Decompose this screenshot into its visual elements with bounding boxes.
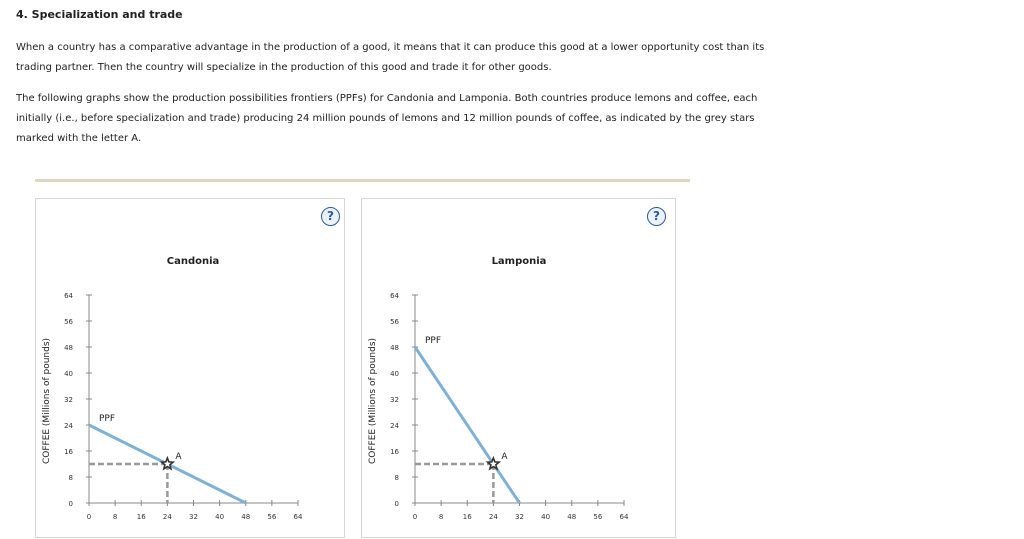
ppf-label: PPF — [425, 336, 442, 346]
description-line-1: The following graphs show the production possibilities frontiers (PPFs) for Candonia and Lamponia. Both countries produce lemons and coffee, each — [16, 93, 758, 104]
y-tick-label: 48 — [64, 344, 73, 352]
candonia-chart — [36, 199, 346, 539]
x-tick-label: 8 — [438, 513, 444, 521]
intro-line-2: trading partner. Then the country will specialize in the production of this good and trade it for other goods. — [16, 62, 552, 73]
lamponia-chart — [362, 199, 677, 539]
y-tick-label: 24 — [390, 422, 399, 430]
x-tick-label: 40 — [215, 513, 225, 521]
x-tick-label: 40 — [541, 513, 551, 521]
y-tick-label: 0 — [394, 500, 399, 508]
chart-title: Lamponia — [491, 256, 547, 267]
y-tick-label: 16 — [390, 448, 399, 456]
point-a-label: A — [501, 452, 508, 462]
question-heading: 4. Specialization and trade — [16, 8, 183, 21]
lamponia-graph-panel — [361, 198, 676, 538]
y-tick-label: 48 — [390, 344, 399, 352]
x-tick-label: 64 — [293, 513, 303, 521]
x-tick-label: 32 — [189, 513, 198, 521]
description-line-2: initially (i.e., before specialization and trade) producing 24 million pounds of lemons and 12 million pounds of coffee, as indicated by the grey stars — [16, 113, 755, 124]
x-tick-label: 24 — [488, 513, 498, 521]
x-tick-label: 56 — [267, 513, 277, 521]
y-tick-label: 32 — [64, 396, 73, 404]
y-tick-label: 8 — [394, 474, 399, 482]
y-tick-label: 24 — [64, 422, 73, 430]
x-tick-label: 32 — [515, 513, 524, 521]
point-a-label: A — [175, 452, 182, 462]
y-tick-label: 8 — [68, 474, 73, 482]
chart-title: Candonia — [166, 256, 220, 267]
y-axis-label: COFFEE (Millions of pounds) — [368, 337, 378, 465]
description-line-3: marked with the letter A. — [16, 133, 142, 144]
x-tick-label: 0 — [412, 513, 418, 521]
help-icon[interactable]: ? — [321, 207, 340, 226]
y-tick-label: 40 — [390, 370, 399, 378]
x-tick-label: 24 — [162, 513, 172, 521]
x-tick-label: 8 — [112, 513, 118, 521]
intro-line-1: When a country has a comparative advantage in the production of a good, it means that it can produce this good at a lower opportunity cost than its — [16, 42, 765, 53]
candonia-graph-panel — [35, 198, 345, 538]
x-tick-label: 56 — [593, 513, 603, 521]
description-paragraph — [16, 89, 796, 149]
y-tick-label: 56 — [64, 318, 73, 326]
x-tick-label: 48 — [567, 513, 577, 521]
ppf-line — [415, 347, 520, 503]
y-tick-label: 40 — [64, 370, 73, 378]
x-tick-label: 16 — [136, 513, 146, 521]
intro-paragraph — [16, 38, 796, 78]
ppf-label: PPF — [99, 414, 116, 424]
x-tick-label: 16 — [462, 513, 472, 521]
help-icon[interactable]: ? — [647, 207, 666, 226]
y-tick-label: 64 — [390, 292, 399, 300]
y-tick-label: 64 — [64, 292, 73, 300]
x-tick-label: 0 — [86, 513, 92, 521]
x-tick-label: 64 — [619, 513, 629, 521]
y-tick-label: 56 — [390, 318, 399, 326]
y-axis-label: COFFEE (Millions of pounds) — [42, 337, 52, 465]
y-tick-label: 0 — [68, 500, 73, 508]
y-tick-label: 16 — [64, 448, 73, 456]
x-tick-label: 48 — [241, 513, 251, 521]
y-tick-label: 32 — [390, 396, 399, 404]
section-divider — [35, 179, 690, 182]
